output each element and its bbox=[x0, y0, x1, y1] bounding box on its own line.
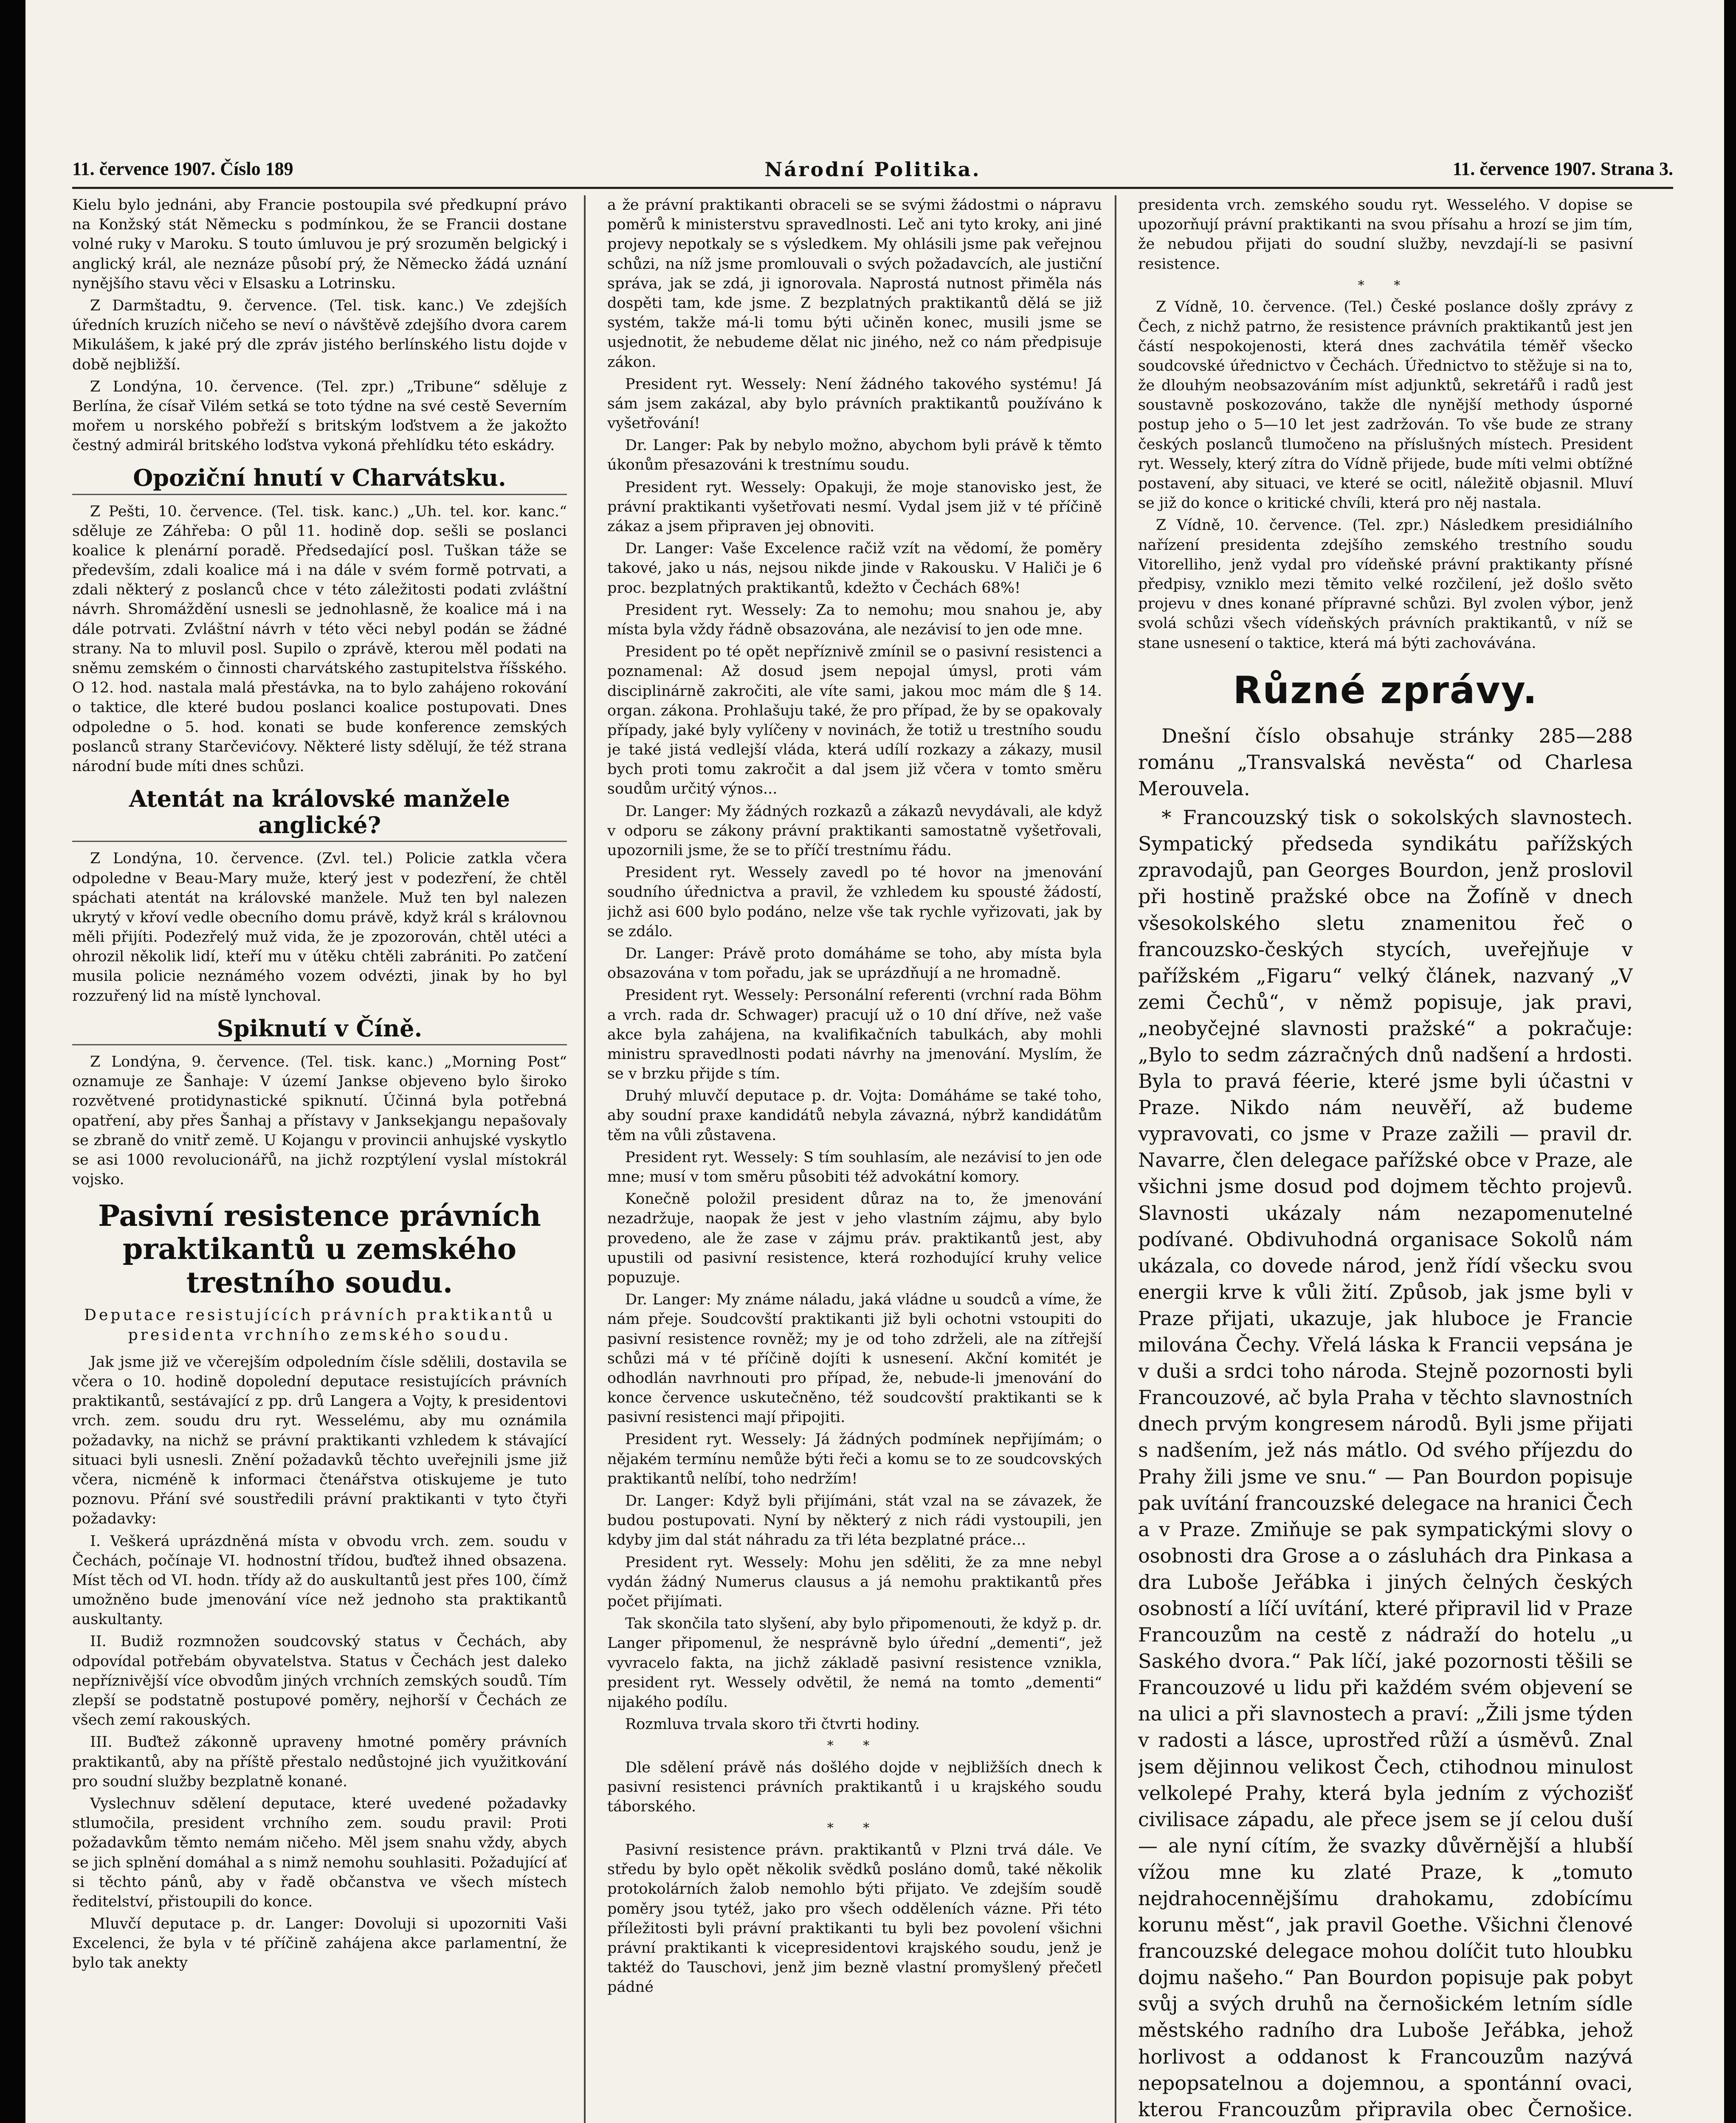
article-paragraph: President po té opět nepříznivě zmínil se o pasivní resistenci a poznamenal: Až dosud jsem nepojal úmysl, proti vám disciplinárně zakročiti, ale víte sami, jakou moc mám dle § 14. organ. zákona. Prohlašuju také, že pro případ, že by se opakovaly případy, jaké byly vylíčeny v novinách, že totiž u trestního soudu je také jistá vedlejší vláda, která udílí rozkazy a zákazy, musil bych proti tomu zakročit a dal jsem již včera v tomto směru soudům určitý výnos... bbox=[607, 643, 1102, 798]
column-right bbox=[1138, 195, 1633, 2123]
section-headline: Různé zprávy. bbox=[1233, 668, 1538, 712]
article-headline: Pasivní resistence právních praktikantů u zemského trestního soudu. bbox=[98, 1199, 541, 1300]
article-paragraph: Dle sdělení právě nás došlého dojde v nejbližších dnech k pasivní resistenci právních praktikantů i u krajského soudu táborského. bbox=[607, 1759, 1102, 1816]
column-divider bbox=[1115, 195, 1116, 2123]
header-date-page: 11. července 1907. Strana 3. bbox=[1452, 158, 1673, 179]
article-paragraph: I. Veškerá uprázdněná místa v obvodu vrch. zem. soudu v Čechách, počínaje VI. hodnostní třídou, buďtež ihned obsazena. Míst těch od VI. hodn. třídy až do auskultantů jest přes 100, čímž umožněno bude jmenování více než jednoho sta praktikantů auskultanty. bbox=[72, 1532, 567, 1628]
page-header bbox=[72, 153, 1673, 189]
article-paragraph: presidenta vrch. zemského soudu ryt. Wesselého. V dopise se upozorňují právní praktikanti na svou přísahu a hrozí se jim tím, že nebudou přijati do soudní služby, nevzdají-li se pasivní resistence. bbox=[1138, 197, 1633, 273]
article-paragraph: III. Buďtež zákonně upraveny hmotné poměry právních praktikantů, aby na příště přestalo nedůstojné jich využitkování pro soudní služby bezplatně konané. bbox=[72, 1734, 567, 1790]
article-paragraph: * Francouzský tisk o sokolských slavnostech. Sympatický předseda syndikátu pařížských zpravodajů, pan Georges Bourdon, jenž proslovil při hostině pražské obce na Žofíně v dnech všesokolského sletu znamenitou řeč o francouzsko-českých stycích, uveřejňuje v pařížském „Figaru“ velký článek, nazvaný „V zemi Čechů“, v němž popisuje, jak pravi, „neobyčejné slavnosti pražské“ a pokračuje: „Bylo to sedm zázračných dnů nadšení a hrdosti. Byla to pravá féerie, které jsme byli účastni v Praze. Nikdo nám neuvěří, až budeme vypravovati, co jsme v Praze zažili — pravil dr. Navarre, člen delegace pařížské obce v Praze, ale všichni jsme dosud pod dojmem těchto projevů. Slavnosti ukázaly nám nezapomenutelné podívané. Obdivuhodná organisace Sokolů nám ukázala, co dovede národ, jenž řídí všecku svou energii krve k vůli žití. Způsob, jak jsme byli v Praze přijati, ukazuje, jak hluboce je Francie milována Čechy. Vřelá láska k Francii vepsána je v duši a srdci toho národa. Stejně pozornosti byli Francouzové, ač byla Praha v těchto slavnostních dnech prvým kongresem národů. Byli jsme přijati s nadšením, jež nás mátlo. Od svého příjezdu do Prahy žili jsme ve snu.“ — Pan Bourdon popisuje pak uvítání francouzské delegace na hranici Čech a v Praze. Zmiňuje se pak sympatickými slovy o osobnosti dra Grose a o zásluhách dra Pinkasa a dra Luboše Jeřábka i jiných čelných českých osobností a líčí uvítání, které připravil lid v Praze Francouzům na cestě z nádraží do hotelu „u Saského dvora.“ Pak líčí, jaké pozornosti těšili se Francouzové u lidu při každém svém objevení se na ulici a při slavnostech a praví: „Žili jsme týden v radosti a lásce, uprostřed růží a úsměvů. Znal jsem dějinnou velikost Čech, ctihodnou minulost velkolepé Prahy, která byla jedním z výchozišť civilisace západu, ale přece jsem se jí celou duší — ale nyní cítím, že svazky důvěrnější a hlubší vížou mne ku zlaté Praze, k „tomuto nejdrahocennějšímu drahokamu, zdobícímu korunu měst“, jak pravil Goethe. Všichni členové francouzské delegace mohou dolíčit tuto hloubku dojmu našeho.“ Pan Bourdon popisuje pak pobyt svůj a svých druhů na černošickém letním sídle městského radního dra Luboše Jeřábka, jehož horlivost a oddanost k Francouzům nazývá nepopsatelnou a dojemnou, a spontánní ovaci, kterou Francouzům připravila obec Černošice. bbox=[1138, 806, 1633, 2121]
masthead-title: Národní Politika. bbox=[764, 158, 981, 181]
article-paragraph: President ryt. Wessely: Mohu jen sděliti, že za mne nebyl vydán žádný Numerus clausus a já nemohu praktikantů přes počet přijímati. bbox=[607, 1554, 1102, 1610]
article-paragraph: Tak skončila tato slyšení, aby bylo připomenouti, že když p. dr. Langer připomenul, že nesprávně bylo úřední „dementi“, jež vyvracelo fakta, na jichž základě pasivní resistence vznikla, president ryt. Wessely odvětil, že nemá na tomto „dementi“ nijakého podílu. bbox=[607, 1615, 1102, 1711]
article-paragraph: Pasivní resistence právn. praktikantů v Plzni trvá dále. Ve středu by bylo opět několik svědků posláno domů, také několik protokolárních žalob nemohlo býti přijato. Ve zdejším soudě poměry jsou tytéž, jako pro všech odděleních vázne. Při této příležitosti byli právní praktikanti tu byli bez povolení všichni právní praktikanti k vicepresidentovi krajského soudu, jenž je taktéž do Tauschovi, jenž jim bezně vlastní promyšlený přečetl pádné bbox=[607, 1841, 1102, 1996]
article-paragraph: Dr. Langer: Vaše Excelence račiž vzít na vědomí, že poměry takové, jako u nás, nejsou nikde jinde v Rakousku. V Haliči je 6 proc. bezplatných praktikantů, kdežto v Čechách 68%! bbox=[607, 540, 1102, 597]
article-paragraph: Z Vídně, 10. července. (Tel. zpr.) Následkem presidiálního nařízení presidenta zdejšího zemského trestního soudu Vitorelliho, jenž vydal pro vídeňské právní praktikanty přísné předpisy, vzniklo mezi těmito velké rozčilení, jež došlo světo projevu v dnes konané přípravné schůzi. Byl zvolen výbor, jenž svolá schůzi všech vídeňských právních praktikantů, v níž se stane usnesení o taktice, která má býti zachovávána. bbox=[1138, 517, 1633, 652]
article-paragraph: Dr. Langer: Právě proto domáháme se toho, aby místa byla obsazována v tom pořadu, jak se uprázdňují a ne hromadně. bbox=[607, 945, 1102, 982]
header-date-issue: 11. července 1907. Číslo 189 bbox=[72, 158, 293, 179]
article-paragraph: Dnešní číslo obsahuje stránky 285—288 románu „Transvalská nevěsta“ od Charlesa Merouvela. bbox=[1138, 724, 1633, 800]
article-headline: Spiknutí v Číně. bbox=[72, 1015, 567, 1045]
section-separator: * * bbox=[827, 1738, 882, 1754]
article-paragraph: Kielu bylo jednáni, aby Francie postoupila své předkupní právo na Konžský stát Německu s podmínkou, že se Francii dostane volné ruky v Maroku. S touto úmluvou je prý srozuměn belgický i anglický král, ale neznáze působí prý, že Německo žádá uznání nynějšího stavu věci v Elsasku a Lotrinsku. bbox=[72, 197, 567, 292]
article-paragraph: President ryt. Wessely zavedl po té hovor na jmenování soudního úřednictva a pravil, že vzhledem ku spousté žádostí, jichž asi 600 bylo podáno, nelze vše tak rychle vyřizovati, jak by se zdálo. bbox=[607, 864, 1102, 940]
section-separator: * * bbox=[1358, 278, 1413, 293]
article-paragraph: President ryt. Wessely: Za to nemohu; mou snahou je, aby místa byla vždy řádně obsazována, ale nezávisí to jen ode mne. bbox=[607, 601, 1102, 638]
article-headline: Opoziční hnutí v Charvátsku. bbox=[72, 465, 567, 495]
article-paragraph: a že právní praktikanti obraceli se se svými žádostmi o nápravu poměrů k ministerstvu spravedlnosti. Leč ani tyto kroky, ani jiné projevy nepotkaly se s výsledkem. My ohlásili jsme pak veřejnou schůzi, na níž jsme promlouvali o svých požadavcích, ale justiční správa, jak se zdá, ji ignorovala. Naprostá nutnost přiměla nás dospěti tam, kde jsme. Z bezplatných praktikantů dělá se již systém, takže má-li tomu býti učiněn konec, musili jsme se usjednotit, že nebudeme dělat nic jiného, než co nám předpisuje zákon. bbox=[607, 197, 1102, 371]
article-paragraph: President ryt. Wessely: S tím souhlasím, ale nezávisí to jen ode mne; musí v tom směru působiti též advokátní komory. bbox=[607, 1149, 1102, 1185]
article-paragraph: Vyslechnuv sdělení deputace, které uvedené požadavky stlumočila, president vrchního zem. soudu pravil: Proti požadavkům těmto nemám ničeho. Měl jsem snahu vždy, abych se jich splnění domáhal a s nimž nemohu souhlasiti. Požadující ať si těchto pánů, aby v řadě občanstva ve všech místech ředitelství, přistoupili do konce. bbox=[72, 1795, 567, 1910]
article-paragraph: President ryt. Wessely: Personální referenti (vrchní rada Böhm a vrch. rada dr. Schwager) pracují už o 10 dní dříve, než vaše akce byla zahájena, na kvalifikačních tabulkách, aby mohli ministru spravedlnosti podati návrhy na jmenování. Myslím, že se v brzku přijde s tím. bbox=[607, 987, 1102, 1083]
column-middle bbox=[607, 195, 1102, 2123]
article-paragraph: Dr. Langer: My známe náladu, jaká vládne u soudců a víme, že nám přeje. Soudcovští praktikanti již byli ochotni vstoupiti do pasivní resistence rovněž; my je od toho zdrželi, ale na zítřejší schůzi má v té příčině dojíti k usnesení. Akční komitét je odhodlán navrhnouti pro případ, že, nebude-li jmenování do konce července uskutečněno, též soudcovští praktikanti se k pasivní resistenci mají připojiti. bbox=[607, 1291, 1102, 1426]
column-divider bbox=[584, 195, 586, 2123]
article-paragraph: II. Budiž rozmnožen soudcovský status v Čechách, aby odpovídal potřebám obyvatelstva. Status v Čechách jest daleko nepříznivější více obvodům jiných vrchních zemských soudů. Tím zlepší se podstatně postupové poměry, nejhorší v Čechách ze všech zemí rakouských. bbox=[72, 1633, 567, 1729]
article-paragraph: Druhý mluvčí deputace p. dr. Vojta: Domáháme se také toho, aby soudní praxe kandidátů nebyla závazná, nýbrž kandidátům těm na vůli zůstavena. bbox=[607, 1087, 1102, 1144]
article-paragraph: Z Darmštadtu, 9. července. (Tel. tisk. kanc.) Ve zdejších úředních kruzích ničeho se neví o návštěvě zdejšího dvora carem Mikulášem, k jaké prý dle zpráv jistého berlínského listu dojde v době nejbližší. bbox=[72, 297, 567, 373]
article-paragraph: Dr. Langer: Pak by nebylo možno, abychom byli právě k těmto úkonům přesazováni k trestnímu soudu. bbox=[607, 437, 1102, 474]
newspaper-page bbox=[25, 0, 1724, 2123]
article-paragraph: Rozmluva trvala skoro tři čtvrti hodiny. bbox=[625, 1716, 920, 1733]
article-paragraph: Dr. Langer: My žádných rozkazů a zákazů nevydávali, ale když v odporu se zákony právní praktikanti samostatně vyšetřovali, upozornili jsme, že se to příčí trestnímu řádu. bbox=[607, 802, 1102, 859]
article-paragraph: Z Londýna, 10. července. (Tel. zpr.) „Tribune“ sděluje z Berlína, že císař Vilém setká se toto týdne na své cestě Severním mořem u norského pobřeží s britským loďstvem a že jakožto čestný admirál britského loďstva vykoná přehlídku této eskádry. bbox=[72, 378, 567, 454]
article-paragraph: President ryt. Wessely: Já žádných podmínek nepřijímám; o nějakém termínu nemůže býti řeči a komu se to ze soudcovských praktikantů nelíbí, toho nedržím! bbox=[607, 1431, 1102, 1487]
article-subheadline: Deputace resistujících právních praktikantů u presidenta vrchního zemského soudu. bbox=[84, 1306, 555, 1344]
article-paragraph: Z Londýna, 9. července. (Tel. tisk. kanc.) „Morning Post“ oznamuje ze Šanhaje: V území Jankse objeveno bylo široko rozvětvené protidynastické spiknutí. Účinná byla potřebná opatření, aby přes Šanhaj a přístavy v Janksekjangu nepašovaly se zbraně do vnitř země. U Kojangu v provincii anhujské vyskytlo se asi 1000 revolucionářů, na jichž rozptýlení vyslal místokrál vojsko. bbox=[72, 1053, 567, 1188]
section-separator: * * bbox=[827, 1821, 882, 1836]
article-headline: Atentát na královské manžele anglické? bbox=[72, 786, 567, 842]
article-paragraph: Mluvčí deputace p. dr. Langer: Dovoluji si upozorniti Vaši Excelenci, že byla v té příčině zahájena akce parlamentní, že bylo tak anekty bbox=[72, 1915, 567, 1972]
article-paragraph: Z Vídně, 10. července. (Tel.) České poslance došly zprávy z Čech, z nichž patrno, že resistence právních praktikantů jest jen částí nespokojenosti, která dnes zachvátila téměř všecko soudcovské úřednictvo v Čechách. Úřednictvo to stěžuje si na to, že dlouhým neobsazováním míst adjunktů, sekretářů i radů jest soustavně poskozováno, takže dle nynější methody úsporné postup jeho o 5—10 let jest zadržován. To vše bude ze strany českých poslanců tlumočeno na příslušných místech. President ryt. Wessely, který zítra do Vídně přijede, bude míti velmi obtížné postavení, aby situaci, ve které se ocitl, náležitě objasnil. Mluví se již do konce o kritické chvíli, která pro něj nastala. bbox=[1138, 298, 1633, 512]
article-paragraph: Z Pešti, 10. července. (Tel. tisk. kanc.) „Uh. tel. kor. kanc.“ sděluje ze Záhřeba: O půl 11. hodině dop. sešli se poslanci koalice k plenární poradě. Předsedající posl. Tuškan táže se především, zdali koalice má i na dále v svém formě potrvati, a zdali některý z poslanců chce v této záležitosti podati zvláštní návrh. Shromáždění usnesli se jednohlasně, že koalice má i na dále potrvati. Zvláštní návrh v této věci nebyl podán se žádné strany. Na to mluvil posl. Supilo o zprávě, kterou měl podati na sněmu zemském o činnosti charvátského zastupitelstva říšského. O 12. hod. nastala malá přestávka, na to bylo zahájeno rokování o taktice, dle které budou poslanci koalice postupovati. Dnes odpoledne o 5. hod. konati se bude konference zemských poslanců strany Starčevićovy. Některé listy sdělují, že též strana národní bude míti dnes schůzi. bbox=[72, 503, 567, 775]
article-paragraph: Z Londýna, 10. července. (Zvl. tel.) Policie zatkla včera odpoledne v Beau-Mary muže, který jest v podezření, že chtěl spáchati atentát na královské manžele. Muž ten byl nalezen ukrytý v křoví vedle obecního domu právě, když král s královnou měli přijíti. Podezřelý muž vida, že je zpozorován, chtěl utéci a ohrozil několik lidí, kteří mu v útěku chtěli zabrániti. Po zatčení musila policie neznámého vozem odvézti, jinak by ho byl rozzuřený lid na místě lynchoval. bbox=[72, 850, 567, 1005]
column-left bbox=[72, 195, 567, 2123]
article-paragraph: President ryt. Wessely: Není žádného takového systému! Já sám jsem zakázal, aby bylo právních praktikantů používáno k vyšetřování! bbox=[607, 375, 1102, 432]
article-paragraph: Jak jsme již ve včerejším odpoledním čísle sdělili, dostavila se včera o 10. hodině dopolední deputace resistujících právních praktikantů, sestávající z pp. drů Langera a Vojty, k presidentovi vrch. zem. soudu dru ryt. Wesselému, aby mu oznámila požadavky, na nichž se právní praktikanti vzhledem k stávající situaci byli usnesli. Znění požadavků těchto uveřejnili jsme již včera, nicméně k informaci čtenářstva otiskujeme je tuto poznovu. Přání své soustředili právní praktikanti v tyto čtyři požadavky: bbox=[72, 1353, 567, 1528]
article-paragraph: Konečně položil president důraz na to, že jmenování nezadržuje, naopak že jest v jeho vlastním zájmu, aby bylo provedeno, ale že zase v zájmu práv. praktikantů jest, aby upustili od pasivní resistence, která rozhodující kruhy velice popuzuje. bbox=[607, 1191, 1102, 1286]
article-paragraph: Dr. Langer: Když byli přijímáni, stát vzal na se závazek, že budou postupovati. Nyní by některý z nich rádi vystoupili, jen kdyby jim dal stát náhradu za tři léta bezplatné práce... bbox=[607, 1492, 1102, 1549]
article-paragraph: President ryt. Wessely: Opakuji, že moje stanovisko jest, že právní praktikanti vyšetřovati nesmí. Vydal jsem již v té příčině zákaz a jsem připraven jej obnoviti. bbox=[607, 479, 1102, 535]
